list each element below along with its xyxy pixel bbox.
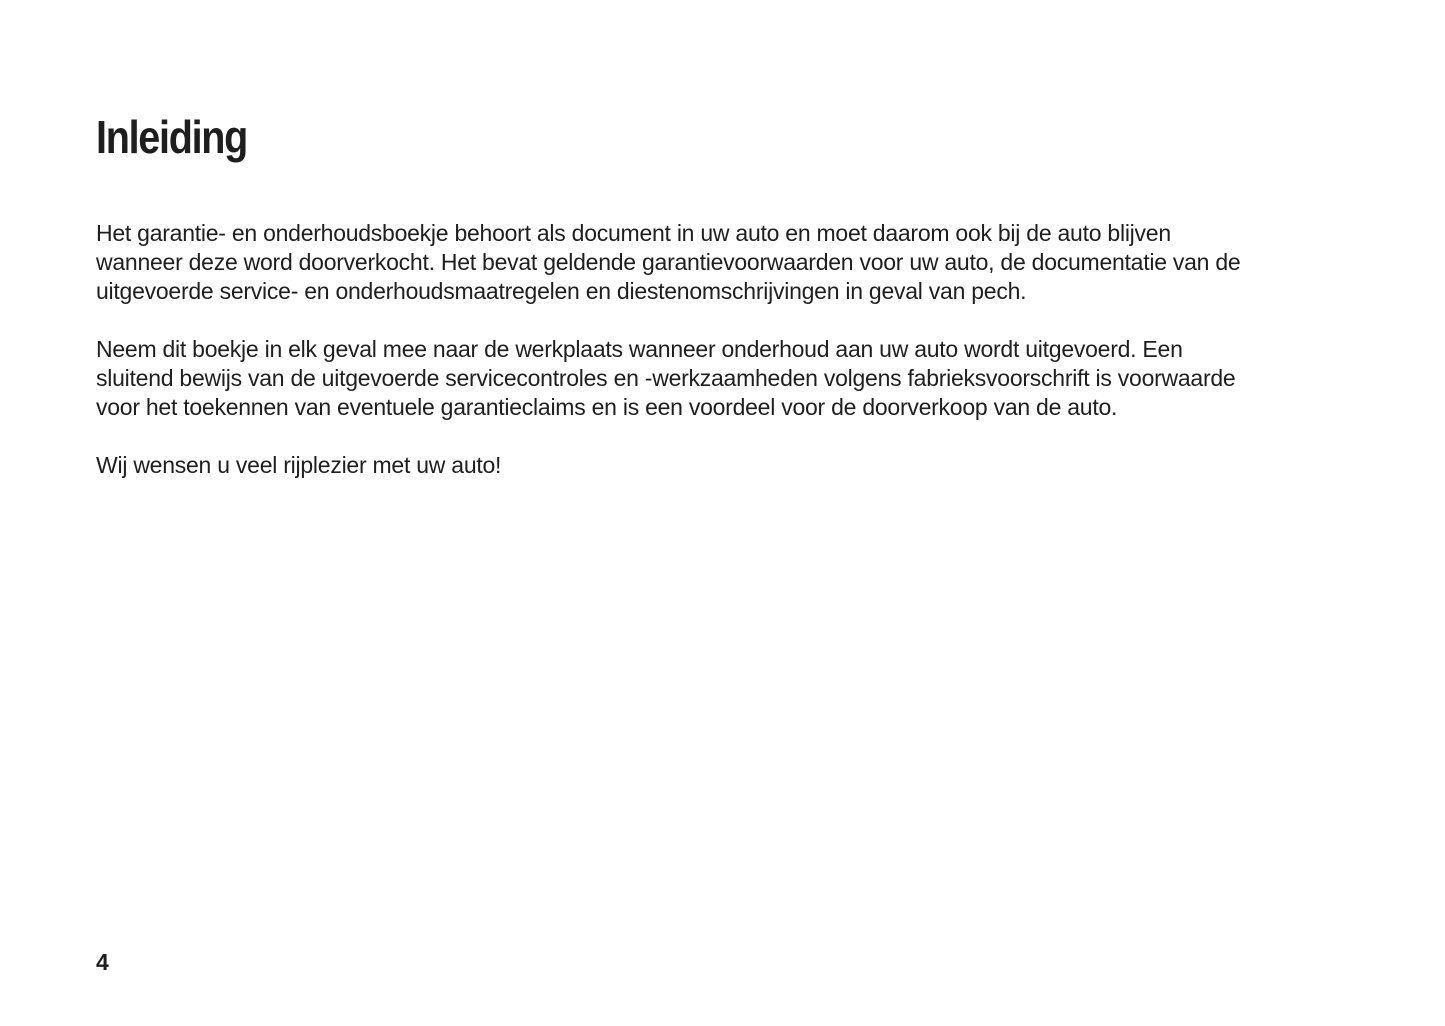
paragraph-line: Wij wensen u veel rijplezier met uw auto! xyxy=(96,452,502,478)
page-number: 4 xyxy=(96,949,109,975)
paragraph-intro xyxy=(96,219,1356,306)
paragraph-line: Neem dit boekje in elk geval mee naar de werkplaats wanneer onderhoud aan uw auto wordt uitgevoerd. Een xyxy=(96,336,1183,362)
paragraph-line: voor het toekennen van eventuele garantieclaims en is een voordeel voor de doorverkoop van de auto. xyxy=(96,394,1118,420)
body-text xyxy=(96,219,1356,509)
page-title: Inleiding xyxy=(96,111,248,163)
paragraph-line: uitgevoerde service- en onderhoudsmaatregelen en diestenomschrijvingen in geval van pech. xyxy=(96,278,1027,304)
paragraph-line: Het garantie- en onderhoudsboekje behoort als document in uw auto en moet daarom ook bij de auto blijven xyxy=(96,220,1171,246)
paragraph-closing xyxy=(96,451,1356,480)
paragraph-maintenance xyxy=(96,335,1356,422)
paragraph-line: wanneer deze word doorverkocht. Het bevat geldende garantievoorwaarden voor uw auto, de documentatie van de xyxy=(96,249,1241,275)
paragraph-line: sluitend bewijs van de uitgevoerde servicecontroles en -werkzaamheden volgens fabrieksvoorschrift is voorwaarde xyxy=(96,365,1236,391)
